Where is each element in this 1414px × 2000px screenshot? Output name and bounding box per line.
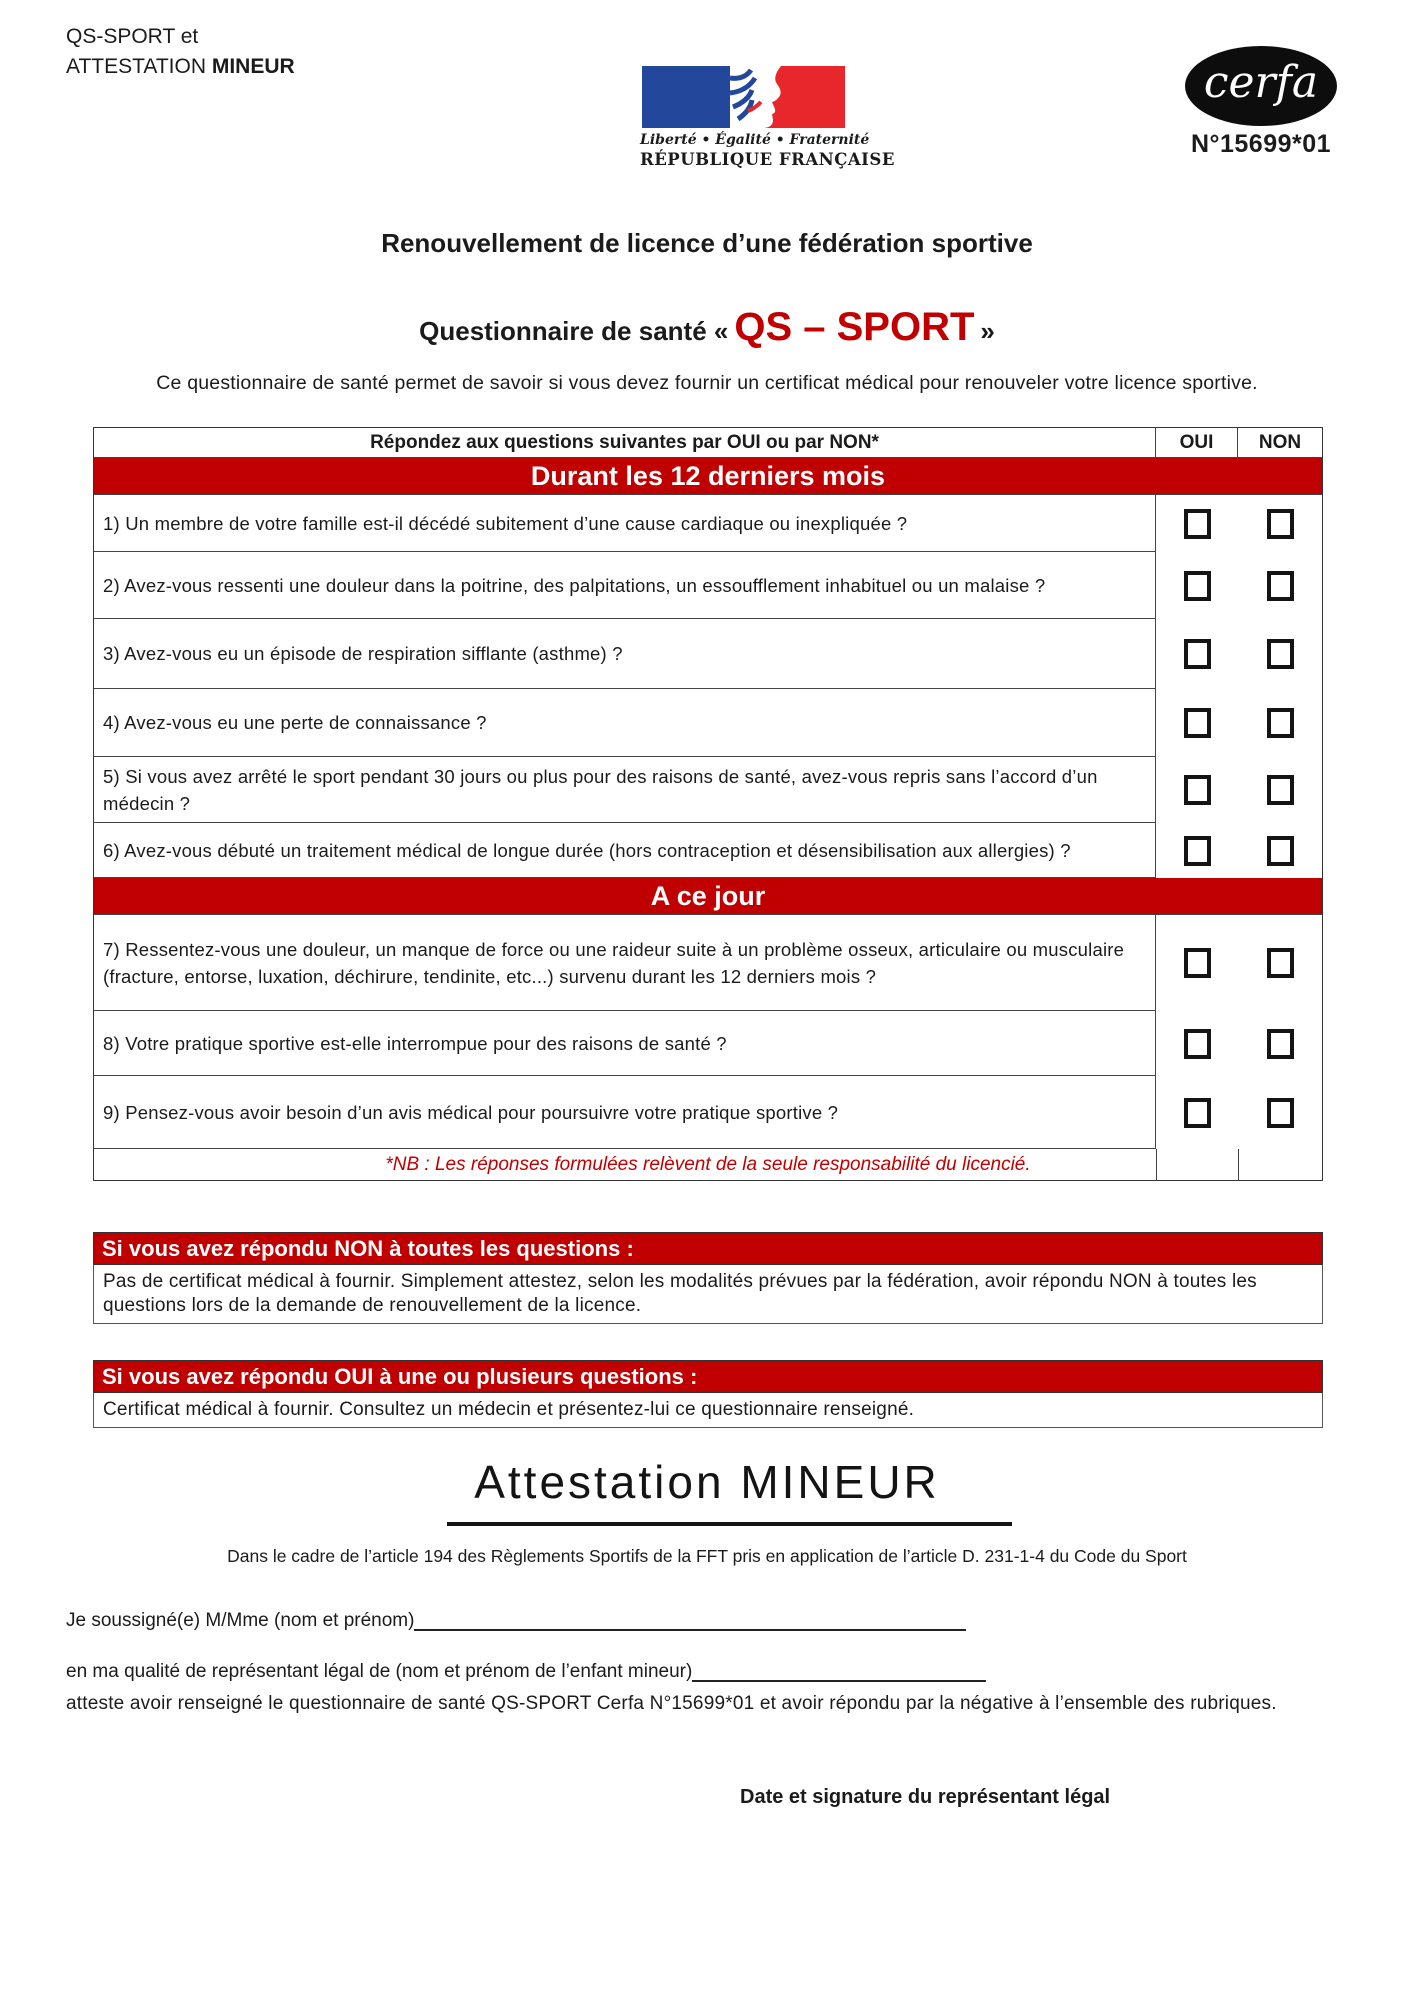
- checkbox-cell-oui: [1156, 1011, 1238, 1076]
- attestation-title-underline: [447, 1522, 1012, 1526]
- checkbox-non[interactable]: [1267, 571, 1294, 601]
- result-box-oui: [93, 1360, 1323, 1428]
- checkbox-oui[interactable]: [1184, 571, 1211, 601]
- checkbox-oui[interactable]: [1184, 948, 1211, 978]
- question-text: 5) Si vous avez arrêté le sport pendant 30 jours ou plus pour des raisons de santé, avez-vous repris sans l’accord d’un médecin ?: [94, 757, 1156, 823]
- cerfa-number: N°15699*01: [1190, 130, 1332, 158]
- question-text: 8) Votre pratique sportive est-elle interrompue pour des raisons de santé ?: [94, 1011, 1156, 1076]
- question-text: 6) Avez-vous débuté un traitement médical de longue durée (hors contraception et désensibilisation aux allergies) ?: [94, 823, 1156, 878]
- table-header-non: NON: [1258, 431, 1302, 453]
- child-name-label: en ma qualité de représentant légal de (nom et prénom de l’enfant mineur): [66, 1661, 693, 1682]
- subtitle-prefix: Questionnaire de santé «: [419, 316, 729, 346]
- question-text: 1) Un membre de votre famille est-il décédé subitement d’une cause cardiaque ou inexpliquée ?: [94, 495, 1156, 552]
- subtitle-highlight: QS – SPORT: [734, 305, 975, 349]
- question-row: [94, 757, 1322, 823]
- checkbox-cell-non: [1238, 1011, 1322, 1076]
- attestation-legal-reference: Dans le cadre de l’article 194 des Règlements Sportifs de la FFT pris en application de l’article D. 231-1-4 du Code du Sport: [227, 1546, 1187, 1566]
- table-header-row: [94, 428, 1322, 458]
- guardian-name-input-line[interactable]: [414, 1611, 966, 1631]
- checkbox-cell-non: [1238, 823, 1322, 878]
- table-header-oui: OUI: [1156, 428, 1238, 457]
- checkbox-non[interactable]: [1267, 708, 1294, 738]
- table-section-banner: Durant les 12 derniers mois: [94, 458, 1322, 495]
- checkbox-cell-oui: [1156, 823, 1238, 878]
- checkbox-non[interactable]: [1267, 1098, 1294, 1128]
- questionnaire-subtitle: [0, 305, 1414, 350]
- checkbox-non[interactable]: [1267, 775, 1294, 805]
- attestation-title: Attestation MINEUR: [474, 1456, 940, 1508]
- result-box-non: [93, 1232, 1323, 1324]
- checkbox-cell-non: [1238, 757, 1322, 823]
- health-questionnaire-table: [93, 427, 1323, 1181]
- question-row: [94, 619, 1322, 689]
- signature-label: Date et signature du représentant légal: [740, 1786, 1111, 1808]
- checkbox-non[interactable]: [1267, 948, 1294, 978]
- cerfa-logo-text: cerfa: [1203, 57, 1319, 108]
- question-row: [94, 915, 1322, 1011]
- question-text: 9) Pensez-vous avoir besoin d’un avis médical pour poursuivre votre pratique sportive ?: [94, 1076, 1156, 1149]
- question-row: [94, 1011, 1322, 1076]
- checkbox-oui[interactable]: [1184, 775, 1211, 805]
- cerfa-logo-block: [1185, 46, 1337, 159]
- checkbox-cell-oui: [1156, 619, 1238, 689]
- question-text: 3) Avez-vous eu un épisode de respiration sifflante (asthme) ?: [94, 619, 1156, 689]
- question-text: 4) Avez-vous eu une perte de connaissance ?: [94, 689, 1156, 757]
- checkbox-non[interactable]: [1267, 1029, 1294, 1059]
- result-banner-non: Si vous avez répondu NON à toutes les questions :: [93, 1232, 1323, 1265]
- checkbox-non[interactable]: [1267, 639, 1294, 669]
- question-row: [94, 552, 1322, 619]
- table-footnote-row: [94, 1149, 1322, 1180]
- question-row: [94, 823, 1322, 878]
- corner-line1: QS-SPORT et: [66, 25, 199, 48]
- page-title: Renouvellement de licence d’une fédération sportive: [381, 228, 1033, 258]
- checkbox-oui[interactable]: [1184, 708, 1211, 738]
- checkbox-cell-non: [1238, 689, 1322, 757]
- column-divider: [1238, 1149, 1239, 1180]
- checkbox-oui[interactable]: [1184, 1029, 1211, 1059]
- motto-text: Liberté • Égalité • Fraternité: [640, 132, 870, 148]
- checkbox-cell-oui: [1156, 1076, 1238, 1149]
- attestation-paragraph: atteste avoir renseigné le questionnaire de santé QS-SPORT Cerfa N°15699*01 et avoir répondu par la négative à l’ensemble des rubriques.: [66, 1693, 1277, 1714]
- intro-text: Ce questionnaire de santé permet de savoir si vous devez fournir un certificat médical pour renouveler votre licence sportive.: [156, 372, 1258, 394]
- table-section-banner: A ce jour: [94, 878, 1322, 915]
- checkbox-oui[interactable]: [1184, 836, 1211, 866]
- checkbox-cell-non: [1238, 619, 1322, 689]
- checkbox-oui[interactable]: [1184, 1098, 1211, 1128]
- checkbox-cell-non: [1238, 915, 1322, 1011]
- question-row: [94, 1076, 1322, 1149]
- cerfa-logo-icon: [1185, 46, 1337, 126]
- checkbox-oui[interactable]: [1184, 509, 1211, 539]
- result-body-oui: Certificat médical à fournir. Consultez un médecin et présentez-lui ce questionnaire renseigné.: [93, 1393, 1323, 1428]
- checkbox-cell-oui: [1156, 495, 1238, 552]
- checkbox-non[interactable]: [1267, 509, 1294, 539]
- guardian-name-label: Je soussigné(e) M/Mme (nom et prénom): [66, 1610, 415, 1631]
- question-row: [94, 689, 1322, 757]
- republique-francaise-text: RÉPUBLIQUE FRANÇAISE: [640, 150, 895, 169]
- checkbox-cell-non: [1238, 1076, 1322, 1149]
- document-corner-label: [66, 22, 295, 82]
- checkbox-cell-oui: [1156, 689, 1238, 757]
- footnote-text: *NB : Les réponses formulées relèvent de la seule responsabilité du licencié.: [385, 1153, 1031, 1175]
- question-text: 7) Ressentez-vous une douleur, un manque de force ou une raideur suite à un problème osseux, articulaire ou musculaire (fracture, entorse, luxation, déchirure, tendinite, etc...) survenu durant les 12 derniers mois ?: [94, 915, 1156, 1011]
- question-table-body: [94, 458, 1322, 1149]
- corner-line2-prefix: ATTESTATION: [66, 55, 212, 78]
- checkbox-non[interactable]: [1267, 836, 1294, 866]
- question-text: 2) Avez-vous ressenti une douleur dans la poitrine, des palpitations, un essoufflement inhabituel ou un malaise ?: [94, 552, 1156, 619]
- french-republic-logo: [640, 66, 895, 169]
- subtitle-suffix: »: [980, 316, 995, 346]
- column-divider: [1156, 1149, 1157, 1180]
- table-header-question: Répondez aux questions suivantes par OUI ou par NON*: [94, 428, 1156, 457]
- result-banner-oui: Si vous avez répondu OUI à une ou plusieurs questions :: [93, 1360, 1323, 1393]
- result-body-non: Pas de certificat médical à fournir. Simplement attestez, selon les modalités prévues par la fédération, avoir répondu NON à toutes les questions lors de la demande de renouvellement de la licence.: [93, 1265, 1323, 1324]
- corner-line2-bold: MINEUR: [211, 55, 295, 78]
- checkbox-cell-non: [1238, 495, 1322, 552]
- child-name-input-line[interactable]: [692, 1662, 986, 1682]
- question-row: [94, 495, 1322, 552]
- checkbox-cell-oui: [1156, 757, 1238, 823]
- guardian-name-line: [66, 1608, 966, 1633]
- checkbox-cell-oui: [1156, 915, 1238, 1011]
- child-name-line: [66, 1659, 986, 1684]
- marianne-flag-icon: [642, 66, 845, 128]
- checkbox-oui[interactable]: [1184, 639, 1211, 669]
- checkbox-cell-non: [1238, 552, 1322, 619]
- checkbox-cell-oui: [1156, 552, 1238, 619]
